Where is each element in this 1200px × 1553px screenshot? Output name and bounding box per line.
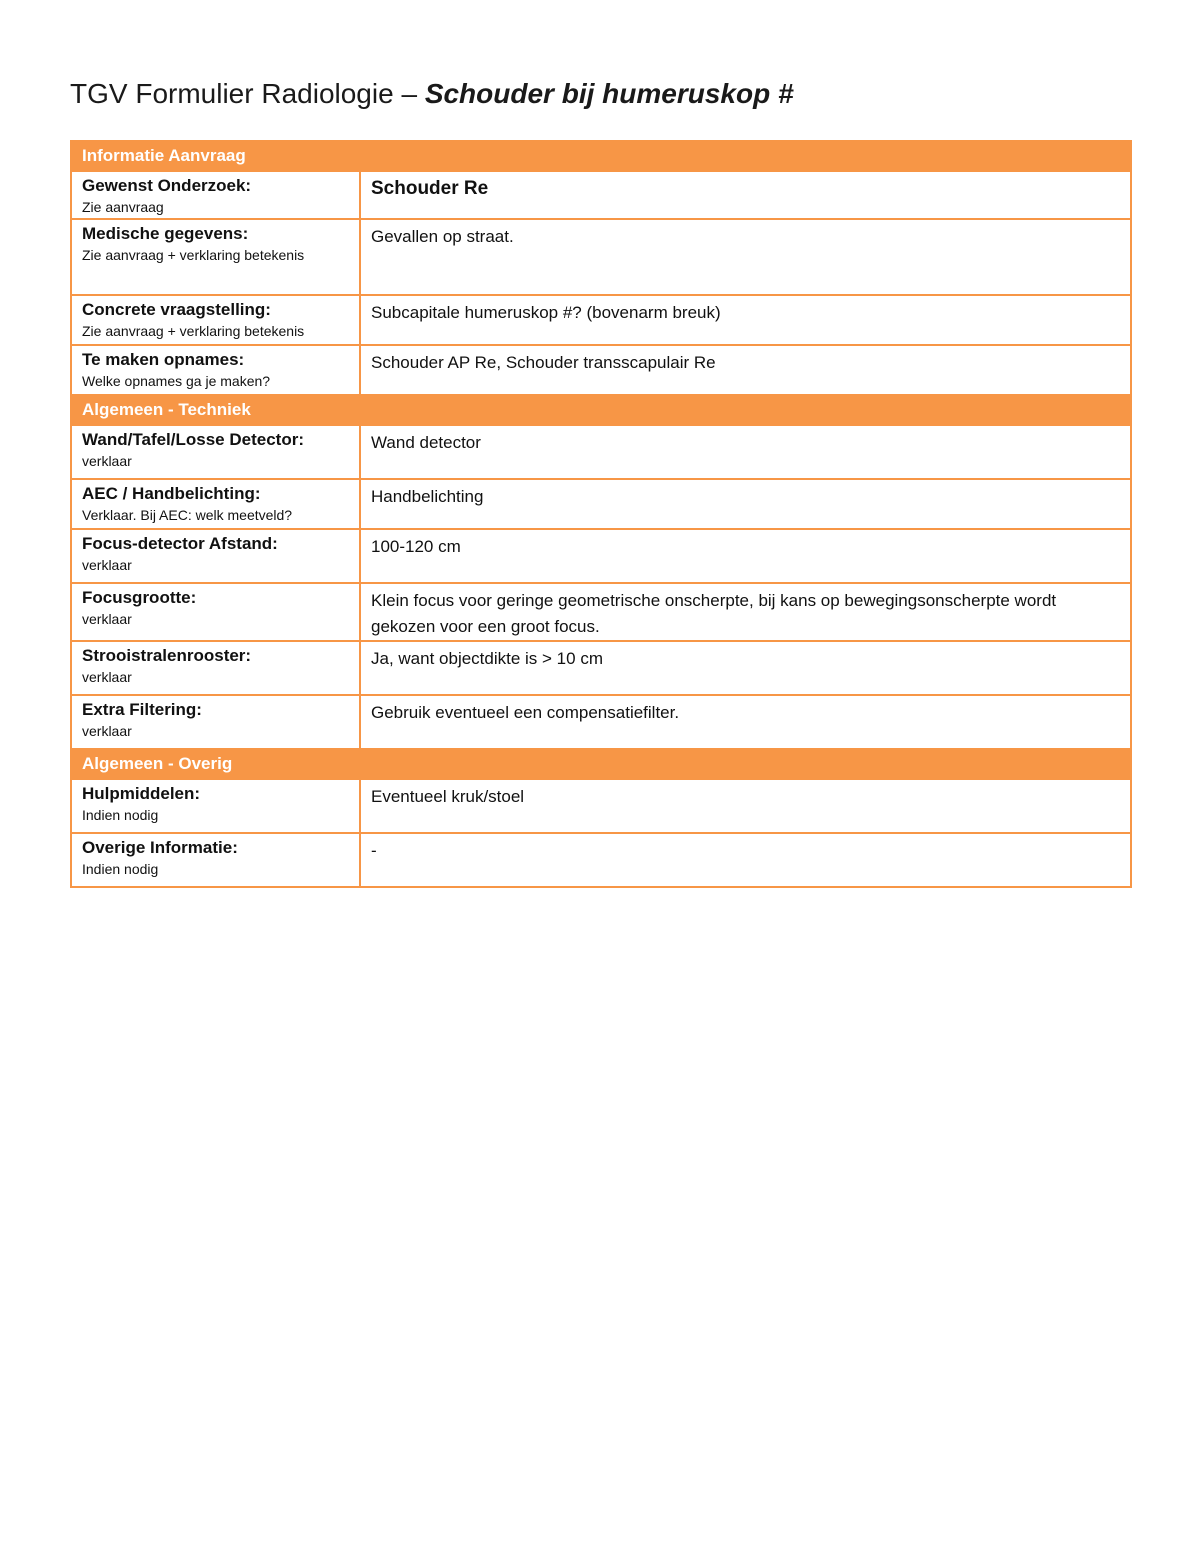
value-cell [360,529,1131,583]
form-row [71,345,1131,395]
form-row [71,295,1131,345]
field-value: Klein focus voor geringe geometrische onscherpte, bij kans op bewegingsonscherpte wordt gekozen voor een groot focus. [371,591,1057,636]
radiology-form-table [70,140,1132,888]
label-cell [71,833,360,887]
field-hint: Verklaar. Bij AEC: welk meetveld? [82,507,293,523]
label-cell [71,425,360,479]
field-value: Schouder AP Re, Schouder transscapulair Re [371,353,716,372]
field-hint: Zie aanvraag + verklaring betekenis [82,247,305,263]
field-value: 100-120 cm [371,537,461,556]
form-row [71,171,1131,219]
field-hint: Welke opnames ga je maken? [82,373,271,389]
field-label: Wand/Tafel/Losse Detector: [82,430,304,449]
value-cell [360,583,1131,641]
field-value: Gevallen op straat. [371,227,514,246]
document-title-main: TGV Formulier Radiologie – [70,78,425,109]
section-header-row [71,141,1131,171]
form-row [71,479,1131,529]
field-value: Wand detector [371,433,481,452]
form-row [71,425,1131,479]
label-cell [71,295,360,345]
field-hint: Zie aanvraag + verklaring betekenis [82,323,305,339]
label-cell [71,529,360,583]
value-cell [360,479,1131,529]
field-label: AEC / Handbelichting: [82,484,261,503]
label-cell [71,345,360,395]
form-row [71,219,1131,295]
form-row [71,583,1131,641]
field-hint: Zie aanvraag [82,199,164,215]
field-label: Extra Filtering: [82,700,202,719]
field-hint: verklaar [82,453,132,469]
field-label: Concrete vraagstelling: [82,300,271,319]
form-row [71,695,1131,749]
label-cell [71,641,360,695]
field-hint: verklaar [82,723,132,739]
section-heading: Algemeen - Techniek [71,395,1131,425]
label-cell [71,779,360,833]
field-hint: verklaar [82,557,132,573]
form-row [71,529,1131,583]
field-hint: Indien nodig [82,807,159,823]
field-value: Ja, want objectdikte is > 10 cm [371,649,603,668]
value-cell [360,779,1131,833]
label-cell [71,219,360,295]
value-cell [360,219,1131,295]
value-cell [360,695,1131,749]
field-value: Schouder Re [371,178,489,199]
label-cell [71,583,360,641]
field-label: Te maken opnames: [82,350,245,369]
field-hint: verklaar [82,611,132,627]
field-label: Focusgrootte: [82,588,197,607]
field-value: Gebruik eventueel een compensatiefilter. [371,703,680,722]
field-value: Handbelichting [371,487,484,506]
section-header-row [71,395,1131,425]
label-cell [71,171,360,219]
value-cell [360,425,1131,479]
label-cell [71,479,360,529]
document-title [70,74,794,114]
section-header-row [71,749,1131,779]
field-label: Hulpmiddelen: [82,784,201,803]
value-cell [360,833,1131,887]
field-label: Medische gegevens: [82,224,249,243]
field-label: Overige Informatie: [82,838,238,857]
form-row [71,779,1131,833]
value-cell [360,345,1131,395]
field-label: Focus-detector Afstand: [82,534,278,553]
field-value: - [371,841,377,860]
field-hint: Indien nodig [82,861,159,877]
field-label: Strooistralenrooster: [82,646,252,665]
value-cell [360,295,1131,345]
section-heading: Algemeen - Overig [71,749,1131,779]
value-cell [360,641,1131,695]
section-heading: Informatie Aanvraag [71,141,1131,171]
field-value: Eventueel kruk/stoel [371,787,525,806]
value-cell [360,171,1131,219]
form-row [71,641,1131,695]
field-hint: verklaar [82,669,132,685]
label-cell [71,695,360,749]
document-title-emphasis: Schouder bij humeruskop # [424,78,794,109]
field-value: Subcapitale humeruskop #? (bovenarm breuk) [371,303,721,322]
field-label: Gewenst Onderzoek: [82,176,252,195]
form-row [71,833,1131,887]
